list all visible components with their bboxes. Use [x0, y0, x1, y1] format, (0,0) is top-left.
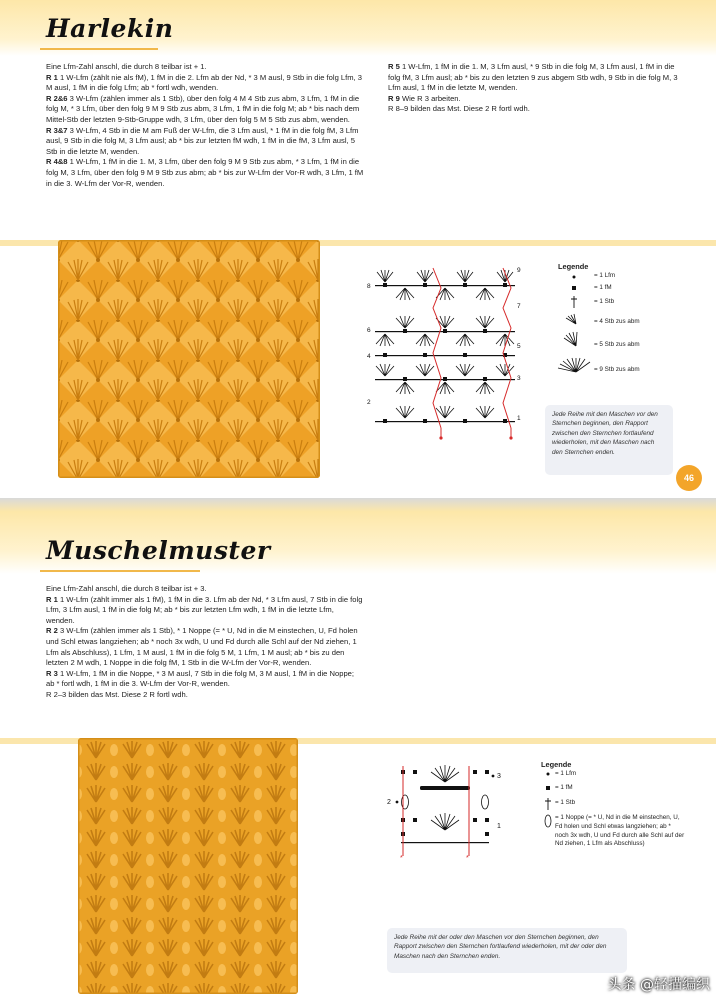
treble-dagger-icon	[571, 296, 577, 308]
legend-item: = 1 Lfm	[555, 770, 577, 777]
instruction-row: R 8–9 bilden das Mst. Diese 2 R fortl wdh.	[388, 104, 530, 114]
legend-item: = 5 Stb zus abm	[594, 341, 640, 348]
svg-text:*: *	[400, 855, 403, 862]
svg-text:*: *	[466, 855, 469, 862]
chart-row-number: 1	[517, 415, 521, 422]
chart-row-number: 3	[497, 773, 501, 780]
single-crochet-square-icon	[572, 286, 576, 290]
instruction-row: R 5 1 W-Lfm, 1 fM in die 1. M, 3 Lfm ausl, * 9 Stb in die folg M, 3 Lfm ausl, 1 fM in die folg fM, 3 Lfm ausl; ab * bis zu den letzten 9 zus abgem Stb wdh, 9 Stb in die folg M, 3 Lfm ausl, 1 fM in die letzte M, wenden.	[388, 62, 678, 93]
instruction-row: R 9 Wie R 3 arbeiten.	[388, 93, 461, 103]
crochet-chart-muschelmuster	[385, 760, 505, 862]
chart-row-number: 9	[517, 267, 521, 274]
fan-4-icon	[566, 314, 576, 324]
instruction-row: R 2 3 W-Lfm (zählen immer als 1 Stb), * 1 Noppe (= * U, Nd in die M einstechen, U, Fd holen und Schl etwas langziehen; ab * noch 3x wdh, U und Fd durch alle Schl auf der Nd ziehen, 1 Lfm als Abschluss), 1 Lfm, 1 M ausl, 1 fM in die folg 5 M, 1 Lfm, 1 M ausl; ab * bis zu den letzten 2 M wdh, 1 Noppe in die folg fM, 1 Stb in die W-Lfm der Vor-R, wenden.	[46, 626, 358, 668]
legend-title: Legende	[558, 262, 589, 271]
legend-item: = 1 Stb	[594, 298, 615, 305]
chain-dot-icon	[573, 276, 576, 279]
crochet-chart-harlekin	[365, 258, 525, 442]
chart-row-number: 8	[367, 283, 371, 290]
instruction-row: R 2&6 3 W-Lfm (zählen immer als 1 Stb), über den folg 4 M 4 Stb zus abm, 3 Lfm, 1 fM in die folg M, * 3 Lfm, über den folg 9 M 9 Stb zus abm, 3 Lfm, 1 fM in die folg M; ab * bis nach dem Mittel-Stb der letzten 9-Stb-Gruppe wdh, 3 Lfm, über den folg 5 M 5 Stb zus abm, wenden.	[46, 93, 360, 124]
instruction-row: R 4&8 1 W-Lfm, 1 fM in die 1. M, 3 Lfm, über den folg 9 M 9 Stb zus abm, * 3 Lfm, 1 fM in die folg M, 3 Lfm, über den folg 9 M 9 Stb zus abm; ab * bis zur W-Lfm der Vor-R wdh, 3 Lfm, 1 fM in die 3. W-Lfm der Vor-R, wenden.	[46, 157, 364, 188]
chart-row-number: 3	[517, 375, 521, 382]
legend-item: = 1 fM	[555, 784, 573, 791]
chain-dot-icon	[547, 773, 550, 776]
title-underline	[40, 570, 200, 572]
legend-item: = 1 Stb	[555, 799, 576, 806]
instruction-row: R 3 1 W-Lfm, 1 fM in die Noppe, * 3 M ausl, 7 Stb in die folg M, 3 M ausl, 1 fM in die Noppe; ab * fortl wdh, 1 fM in die 3. W-Lfm der Vor-R, wenden.	[46, 668, 354, 689]
treble-dagger-icon	[545, 798, 551, 810]
pattern-note: Jede Reihe mit der oder den Maschen vor den Sternchen beginnen, den Rapport zwischen den Sternchen fortlaufend wiederholen, mit der oder den Maschen nach den Sternchen enden.	[387, 928, 627, 973]
instructions-right	[388, 62, 688, 115]
bobble-icon	[545, 815, 551, 827]
instructions-left	[46, 62, 366, 189]
intro-text: Eine Lfm-Zahl anschl, die durch 8 teilbar ist + 3.	[46, 584, 207, 593]
chart-row-number: 6	[367, 327, 371, 334]
single-crochet-square-icon	[546, 786, 550, 790]
crochet-swatch-photo	[58, 240, 320, 478]
instruction-row: R 2–3 bilden das Mst. Diese 2 R fortl wdh.	[46, 689, 188, 699]
legend-item: = 1 Noppe (= * U, Nd in die M einstechen, U, Fd holen und Schl etwas langziehen; ab * noch 3x wdh, U und Fd durch alle Schl auf der Nd ziehen, 1 Lfm als Abschluss)	[555, 814, 685, 848]
chart-row-number: 4	[367, 353, 371, 360]
instruction-row: R 1 1 W-Lfm (zählt immer als 1 fM), 1 fM in die 3. Lfm ab der Nd, * 3 Lfm ausl, 7 Stb in die folg Lfm, 3 Lfm ausl, 1 fM in die folg M; ab * bis zur letzten Lfm wdh, 1 fM in die letzte Lfm, wenden.	[46, 594, 363, 625]
legend-item: = 1 Lfm	[594, 272, 616, 279]
watermark: 头条 @轻描编织	[607, 977, 710, 993]
legend-item: = 4 Stb zus abm	[594, 318, 640, 325]
instruction-row: R 1 1 W-Lfm (zählt nie als fM), 1 fM in die 2. Lfm ab der Nd, * 3 M ausl, 9 Stb in die folg Lfm, 3 M ausl, 1 fM in die folg Lfm; ab * fortl wdh, wenden.	[46, 72, 363, 93]
pattern-title: Muschelmuster	[46, 536, 271, 565]
page-number: 46	[676, 465, 702, 491]
fan-9-icon	[558, 358, 590, 372]
legend-item: = 9 Stb zus abm	[594, 366, 640, 373]
pattern-note: Jede Reihe mit den Maschen vor den Sternchen beginnen, den Rapport zwischen den Sternchen fortlaufend wiederholen, mit den Maschen nach den Sternchen enden.	[545, 405, 673, 475]
chart-row-number: 1	[497, 823, 501, 830]
legend-title: Legende	[541, 760, 572, 769]
chart-row-number: 5	[517, 343, 521, 350]
pattern-title: Harlekin	[46, 14, 174, 43]
fan-5-icon	[564, 332, 577, 346]
chart-row-number: 2	[367, 399, 371, 406]
instruction-row: R 3&7 3 W-Lfm, 4 Stb in die M am Fuß der W-Lfm, die 3 Lfm ausl, * 1 fM in die folg fM, 3 Lfm ausl, 9 Stb in die folg M, 3 Lfm ausl; ab * bis zur letzten fM wdh, 1 fM in die fM, 3 Lfm ausl, 5 Stb in die letzte M, wenden.	[46, 125, 359, 156]
intro-text: Eine Lfm-Zahl anschl, die durch 8 teilbar ist + 1.	[46, 62, 207, 71]
page-muschelmuster	[0, 498, 716, 1000]
instructions	[46, 584, 364, 701]
crochet-swatch-photo	[78, 738, 298, 994]
chart-row-number: 7	[517, 303, 521, 310]
page-harlekin	[0, 0, 716, 498]
legend-item: = 1 fM	[594, 284, 612, 291]
chart-row-number: 2	[387, 799, 391, 806]
title-underline	[40, 48, 158, 50]
